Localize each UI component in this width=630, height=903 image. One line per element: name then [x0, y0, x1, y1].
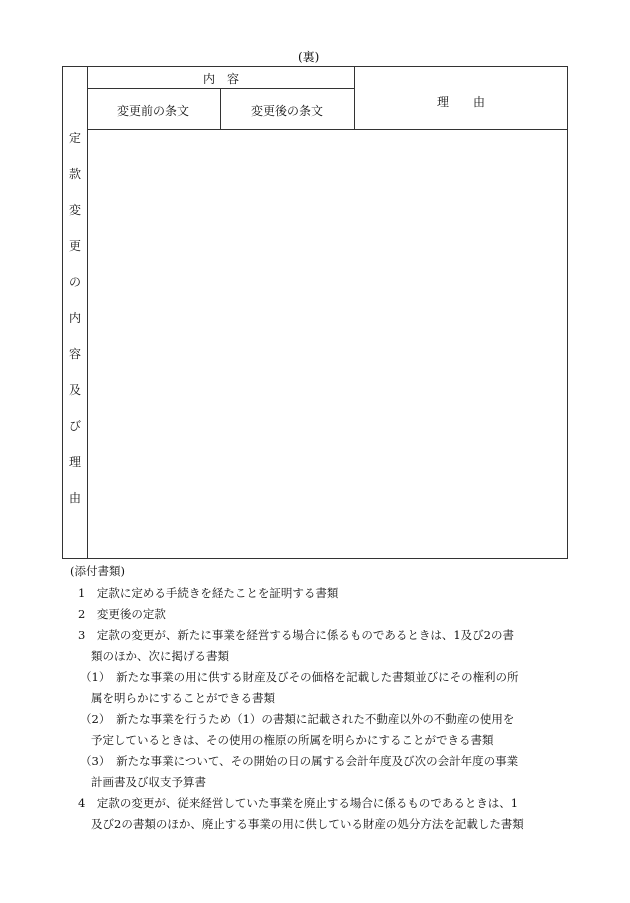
vertical-char: 由: [68, 491, 81, 505]
attachment-line: （1） 新たな事業の用に供する財産及びその価格を記載した書類並びにその権利の所: [80, 670, 519, 684]
reason-column-divider: [354, 67, 355, 129]
attachment-line: 予定しているときは、その使用の権原の所属を明らかにすることができる書類: [91, 733, 494, 747]
reason-header: 理 由: [437, 95, 486, 109]
attachment-line: 2 変更後の定款: [78, 607, 166, 621]
attachment-line: 4 定款の変更が、従来経営していた事業を廃止する場合に係るものであるときは、1: [78, 796, 519, 810]
vertical-char: 内: [68, 311, 81, 325]
vertical-char: 款: [68, 167, 81, 181]
attachment-line: 3 定款の変更が、新たに事業を経営する場合に係るものであるときは、1及び2の書: [78, 628, 514, 642]
vertical-char: 変: [68, 203, 81, 217]
attachment-line: 1 定款に定める手続きを経たことを証明する書類: [78, 586, 339, 600]
vertical-char: 更: [68, 239, 81, 253]
content-area[interactable]: [88, 130, 567, 558]
amendment-table: [62, 66, 568, 559]
attachment-line: 及び2の書類のほか、廃止する事業の用に供している財産の処分方法を記載した書類: [91, 817, 524, 831]
attachment-line: 類のほか、次に掲げる書類: [91, 649, 229, 663]
vertical-char: 容: [68, 347, 81, 361]
after-article-header: 変更後の条文: [251, 104, 324, 118]
vertical-char: の: [68, 275, 81, 289]
naiyou-header: 内 容: [203, 72, 240, 86]
attachment-line: 属を明らかにすることができる書類: [91, 691, 275, 705]
attachment-line: （2） 新たな事業を行うため（1）の書類に記載された不動産以外の不動産の使用を: [80, 712, 515, 726]
vertical-char: 理: [68, 455, 81, 469]
naiyou-underline: [87, 88, 354, 89]
attachment-line: 計画書及び収支予算書: [91, 775, 206, 789]
attachment-line: （3） 新たな事業について、その開始の日の属する会計年度及び次の会計年度の事業: [80, 754, 519, 768]
vertical-char: 及: [68, 383, 81, 397]
attachments-title: (添付書類): [70, 564, 125, 578]
before-article-header: 変更前の条文: [117, 104, 190, 118]
vertical-char: び: [68, 419, 81, 433]
page-side-label: (裏): [298, 50, 320, 64]
vertical-char: 定: [68, 131, 81, 145]
before-after-divider: [220, 88, 221, 129]
